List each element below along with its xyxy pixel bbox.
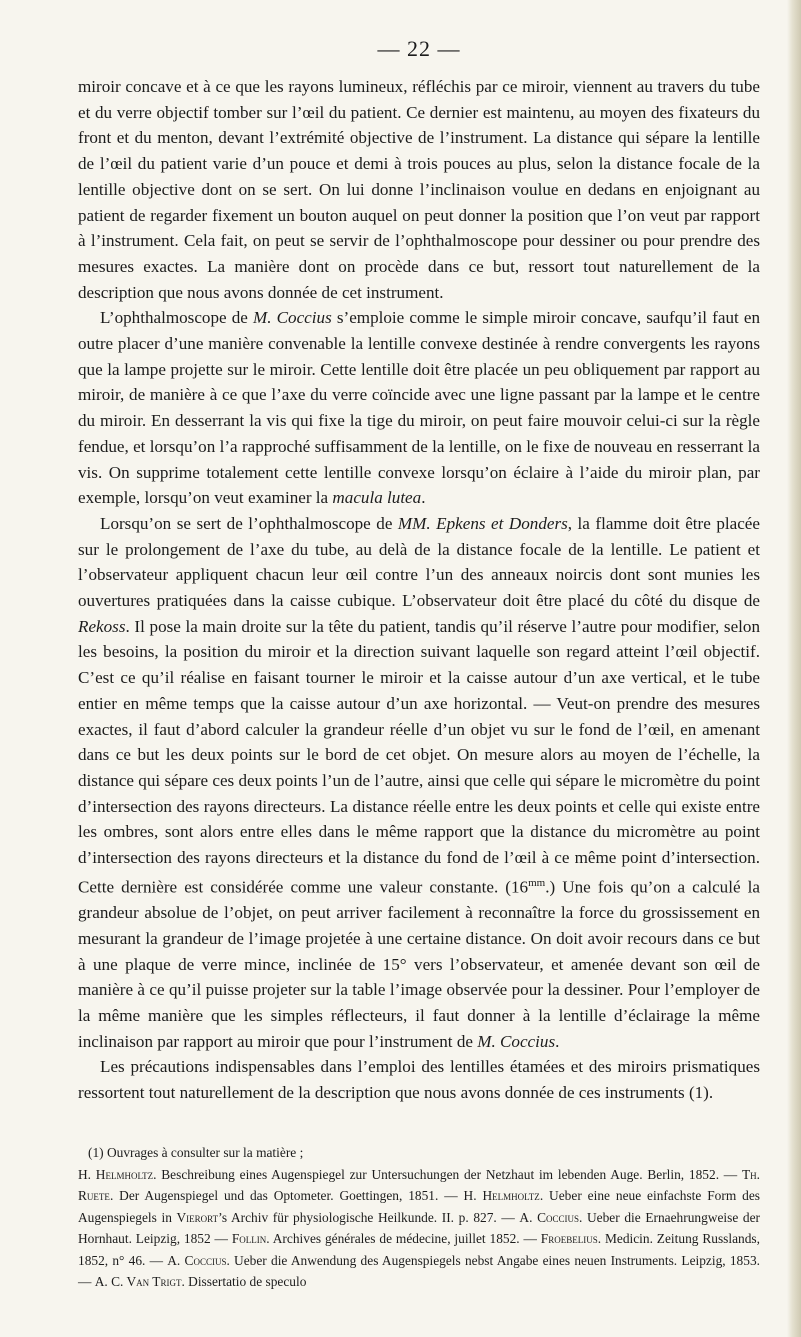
body-text	[78, 74, 760, 1106]
footnotes	[78, 1142, 760, 1293]
page-number: — 22 —	[377, 36, 461, 61]
book-page	[78, 0, 760, 1337]
paragraph-4: Les précautions indispensables dans l’emploi des lentilles étamées et des miroirs prismatiques ressortent tout naturellement de la description que nous avons donnée de ces instruments (1).	[78, 1057, 760, 1103]
latin-term: macula lutea	[332, 488, 422, 508]
paragraph-1: miroir concave et à ce que les rayons lumineux, réfléchis par ce miroir, viennent au travers du tube et du verre objectif tomber sur l’œil du patient. Ce dernier est maintenu, au moyen des fixateurs du front et du menton, devant l’extrémité objective de l’instrument. La distance qui sépare la lentille de l’œil du patient varie d’un pouce et demi à trois pouces au plus, selon la distance focale de la lentille objective dont on se sert. On lui donne l’inclinaison voulue en dedans en enjoignant au patient de regarder fixement un bouton auquel on peut donner la position que l’on veut par rapport à l’instrument. Cela fait, on peut se servir de l’ophthalmoscope pour dessiner ou pour prendre des mesures exactes. La manière dont on procède dans ce but, ressort tout naturellement de la description que nous avons donnée de cet instrument.	[78, 77, 760, 302]
page-edge-shadow	[787, 0, 801, 1337]
paragraph-2: L’ophthalmoscope de M. Coccius s’emploie comme le simple miroir concave, saufqu’il faut en outre placer d’une manière convenable la lentille convexe destinée à rendre convergents les rayons que la lampe projette sur le miroir. Cette lentille doit être placée un peu obliquement par rapport au miroir, de manière à ce que l’axe du verre coïncide avec une ligne passant par la lampe et le centre du miroir. En desserrant la vis qui fixe la tige du miroir, on peut faire mouvoir celui-ci sur la règle fendue, et lorsqu’on l’a rapproché suffisamment de la lentille, on le fixe de nouveau en resserrant la vis. On supprime totalement cette lentille convexe lorsqu’on éclaire à l’aide du miroir plan, par exemple, lorsqu’on veut examiner la macula lutea.	[78, 308, 760, 508]
author-name: M. Coccius	[253, 308, 332, 328]
unit-superscript: mm	[528, 876, 546, 889]
footnote-heading: (1) Ouvrages à consulter sur la matière ;	[88, 1145, 304, 1160]
author-name: Rekoss	[78, 616, 126, 636]
footnote-body: H. Helmholtz. Beschreibung eines Augenspiegel zur Untersuchungen der Netzhaut im lebenden Auge. Berlin, 1852. — Th. Ruete. Der Augenspiegel und das Optometer. Goettingen, 1851. — H. Helmholtz. Ueber eine neue einfachste Form des Augenspiegels in Vierort’s Archiv für physiologische Heilkunde. II. p. 827. — A. Coccius. Ueber die Ernaehrungweise der Hornhaut. Leipzig, 1852 — Follin. Archives générales de médecine, juillet 1852. — Froebelius. Medicin. Zeitung Russlands, 1852, n° 46. — A. Coccius. Ueber die Anwendung des Augenspiegels nebst Angabe eines neuen Instruments. Leipzig, 1853. — A. C. Van Trigt. Dissertatio de speculo	[78, 1166, 761, 1289]
author-name: M. Coccius	[477, 1031, 556, 1051]
paragraph-3: Lorsqu’on se sert de l’ophthalmoscope de MM. Epkens et Donders, la flamme doit être placée sur le prolongement de l’axe du tube, au delà de la distance focale de la lentille. Le patient et l’observateur appliquent chacun leur œil contre l’un des anneaux noircis dont sont munies les ouvertures pratiquées dans la caisse cubique. L’observateur doit être placé du côté du disque de Rekoss. Il pose la main droite sur la tête du patient, tandis qu’il réserve l’autre pour modifier, selon les besoins, la position du miroir et la direction suivant laquelle son regard atteint l’œil objectif. C’est ce qu’il réalise en faisant tourner le miroir et la caisse autour d’un axe vertical, et le tube entier en même temps que la caisse autour d’un axe horizontal. — Veut-on prendre des mesures exactes, il faut d’abord calculer la grandeur réelle d’un objet vu sur le fond de l’œil, en amenant dans ce but les deux points sur le bord de cet objet. On mesure alors au moyen de l’échelle, la distance qui sépare ces deux points l’un de l’autre, ainsi que celle qui sépare le micromètre du point d’intersection des rayons directeurs. La distance réelle entre les deux points et celle qui existe entre les ombres, sont alors entre elles dans le même rapport que la distance du micromètre au point d’intersection des rayons directeurs et la distance du fond de l’œil à ce même point d’intersection. Cette dernière est considérée comme une valeur constante. $(16^{mm}.)$ Une fois qu’on a calculé la grandeur absolue de l’objet, on peut arriver facilement à reconnaître la force du grossissement en mesurant la grandeur de l’image projetée à une certaine distance. On doit avoir recours dans ce but à une plaque de verre mince, inclinée de 15° vers l’observateur, et amenée devant son œil de manière à ce qu’il puisse projeter sur la table l’image observée pour la dessiner. Pour l’employer de la même manière que les simples réflecteurs, il faut donner à la lentille d’éclairage la même inclinaison par rapport au miroir que pour l’instrument de M. Coccius.	[78, 513, 760, 1051]
author-name: MM. Epkens et Donders	[397, 513, 568, 533]
